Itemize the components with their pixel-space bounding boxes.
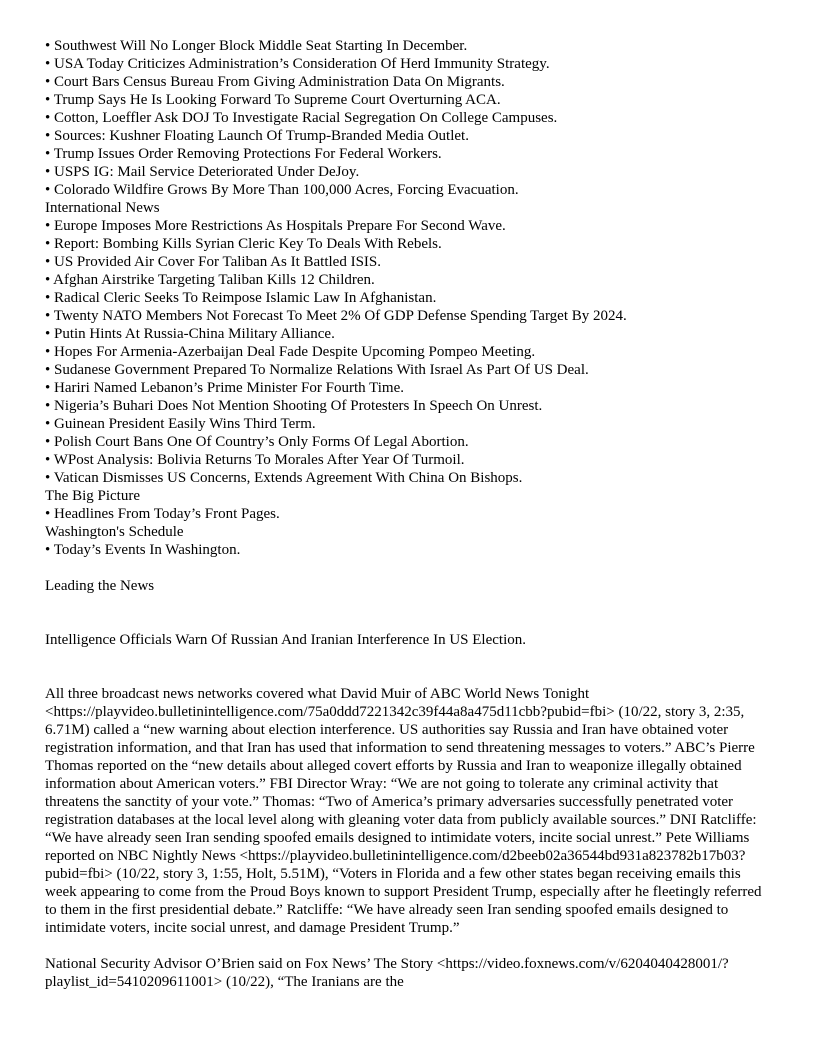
list-item[interactable]: • Headlines From Today’s Front Pages. (45, 506, 280, 522)
spacer (45, 937, 775, 955)
list-item[interactable]: • Europe Imposes More Restrictions As Hospitals Prepare For Second Wave. (45, 218, 506, 234)
list-item[interactable]: • US Provided Air Cover For Taliban As It Battled ISIS. (45, 254, 381, 270)
story-paragraph (45, 685, 775, 937)
list-item[interactable]: • Radical Cleric Seeks To Reimpose Islamic Law In Afghanistan. (45, 290, 437, 306)
international-news-heading: International News (45, 200, 160, 216)
list-item[interactable]: • Polish Court Bans One Of Country’s Only Forms Of Legal Abortion. (45, 434, 469, 450)
international-news-list (45, 217, 775, 487)
list-item[interactable]: • Hariri Named Lebanon’s Prime Minister For Fourth Time. (45, 380, 404, 396)
list-item[interactable]: • WPost Analysis: Bolivia Returns To Morales After Year Of Turmoil. (45, 452, 465, 468)
list-item[interactable]: • Putin Hints At Russia-China Military Alliance. (45, 326, 335, 342)
story-paragraph-text: National Security Advisor O’Brien said on Fox News’ The Story <https://video.foxnews.com/v/6204040428001/?playlist_id=5410209611001> (10/22), “The Iranians are the (45, 956, 729, 990)
list-item[interactable]: • USPS IG: Mail Service Deteriorated Under DeJoy. (45, 164, 360, 180)
list-item[interactable]: • Sources: Kushner Floating Launch Of Trump-Branded Media Outlet. (45, 128, 469, 144)
story-headline: Intelligence Officials Warn Of Russian And Iranian Interference In US Election. (45, 632, 526, 648)
spacer (45, 649, 775, 685)
list-item[interactable]: • Today’s Events In Washington. (45, 542, 241, 558)
list-item[interactable]: • Cotton, Loeffler Ask DOJ To Investigate Racial Segregation On College Campuses. (45, 110, 558, 126)
national-news-list (45, 37, 775, 199)
story-paragraph-text: All three broadcast news networks covered what David Muir of ABC World News Tonight <https://playvideo.bulletinintelligence.com/75a0ddd7221342c39f44a8a475d11cbb?pubid=fbi> (10/22, story 3, 2:35, 6.71M) called a “new warning about election interference. US authorities say Russia and Iran have obtained voter registration information, and that Iran has used that information to send threatening messages to voters.” ABC’s Pierre Thomas reported on the “new details about alleged covert efforts by Russia and Iran to weaponize illegally obtained information about American voters.” FBI Director Wray: “We are not going to tolerate any criminal activity that threatens the sanctity of your vote.” Thomas: “Two of America’s primary adversaries successfully penetrated voter registration databases at the local level along with gleaning voter data from publicly available sources.” DNI Ratcliffe: “We have already seen Iran sending spoofed emails designed to intimidate voters, incite social unrest.” Pete Williams reported on NBC Nightly News <https://playvideo.bulletinintelligence.com/d2beeb02a36544bd931a823782b17b03?pubid=fbi> (10/22, story 3, 1:55, Holt, 5.51M), “Voters in Florida and a few other states began receiving emails this week appearing to come from the Proud Boys known to support President Trump, especially after he fleetingly referred to them in the first presidential debate.” Ratcliffe: “We have already seen Iran sending spoofed emails designed to intimidate voters, incite social unrest, and damage President Trump.” (45, 686, 762, 936)
spacer (45, 559, 775, 577)
list-item[interactable]: • Guinean President Easily Wins Third Term. (45, 416, 316, 432)
story-paragraph (45, 955, 775, 991)
list-item[interactable]: • Afghan Airstrike Targeting Taliban Kills 12 Children. (45, 272, 375, 288)
list-item[interactable]: • Colorado Wildfire Grows By More Than 100,000 Acres, Forcing Evacuation. (45, 182, 519, 198)
list-item[interactable]: • USA Today Criticizes Administration’s Consideration Of Herd Immunity Strategy. (45, 56, 550, 72)
spacer (45, 595, 775, 631)
leading-news-heading: Leading the News (45, 578, 155, 594)
list-item[interactable]: • Twenty NATO Members Not Forecast To Meet 2% Of GDP Defense Spending Target By 2024. (45, 308, 627, 324)
document-page (45, 37, 775, 991)
schedule-heading: Washington's Schedule (45, 524, 184, 540)
list-item[interactable]: • Trump Says He Is Looking Forward To Supreme Court Overturning ACA. (45, 92, 501, 108)
list-item[interactable]: • Report: Bombing Kills Syrian Cleric Key To Deals With Rebels. (45, 236, 442, 252)
list-item[interactable]: • Vatican Dismisses US Concerns, Extends Agreement With China On Bishops. (45, 470, 523, 486)
big-picture-heading: The Big Picture (45, 488, 140, 504)
list-item[interactable]: • Court Bars Census Bureau From Giving Administration Data On Migrants. (45, 74, 505, 90)
list-item[interactable]: • Southwest Will No Longer Block Middle Seat Starting In December. (45, 38, 468, 54)
list-item[interactable]: • Sudanese Government Prepared To Normalize Relations With Israel As Part Of US Deal. (45, 362, 589, 378)
list-item[interactable]: • Nigeria’s Buhari Does Not Mention Shooting Of Protesters In Speech On Unrest. (45, 398, 543, 414)
list-item[interactable]: • Trump Issues Order Removing Protections For Federal Workers. (45, 146, 442, 162)
list-item[interactable]: • Hopes For Armenia-Azerbaijan Deal Fade Despite Upcoming Pompeo Meeting. (45, 344, 536, 360)
